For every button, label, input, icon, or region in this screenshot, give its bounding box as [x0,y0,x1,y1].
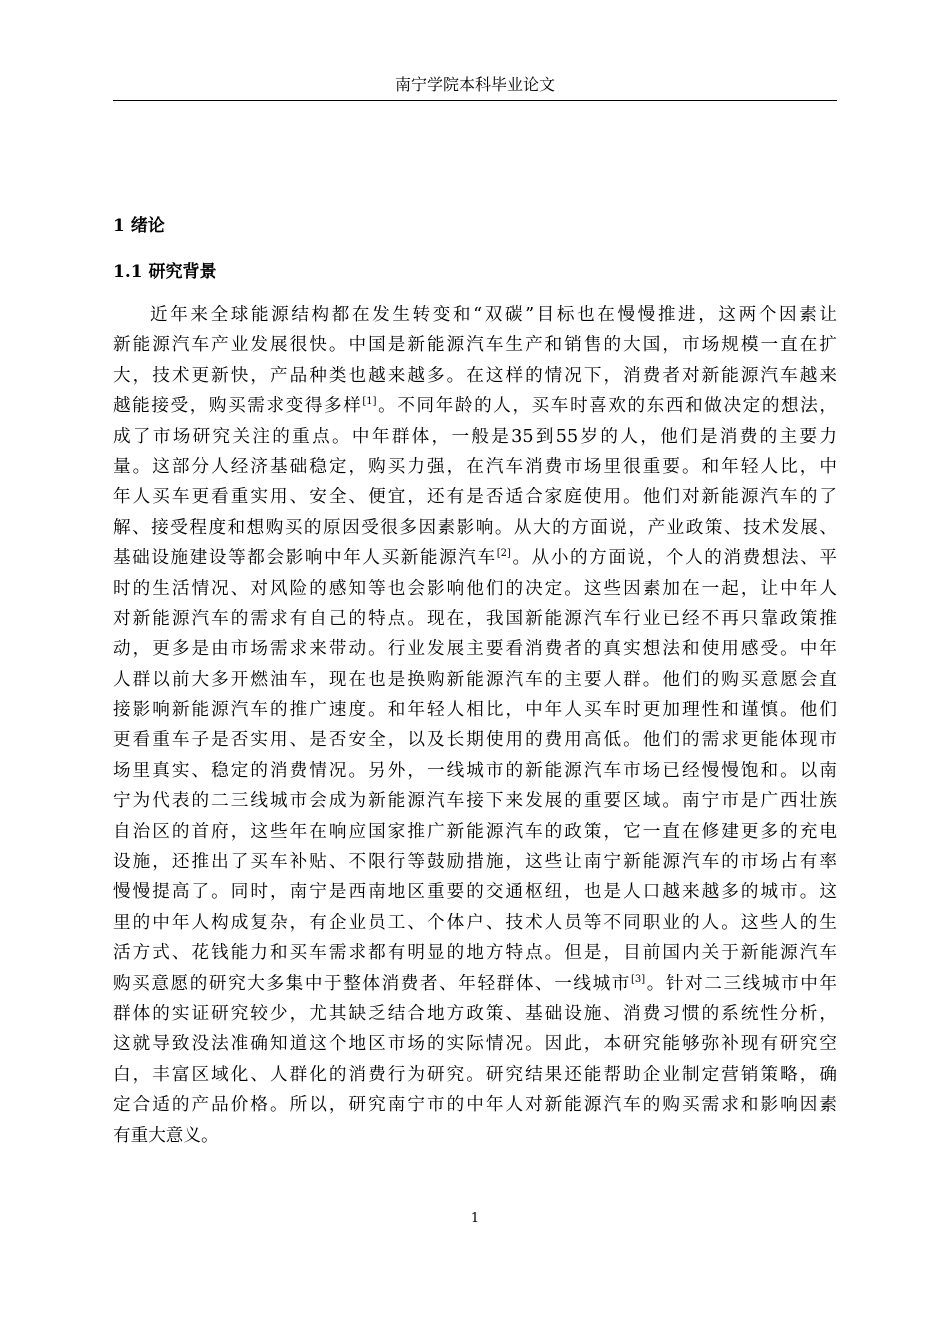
body-line-text: 定合适的产品价格。所以，研究南宁市的中年人对新能源汽车的购买需求和影响因素 [113,1095,837,1116]
body-line-text-continued: 。针对二三线城市中年 [645,973,837,994]
body-line [113,695,837,725]
body-line-text: 设施，还推出了买车补贴、不限行等鼓励措施，这些让南宁新能源汽车的市场占有率 [113,852,837,873]
body-line [113,1090,837,1120]
body-line [113,1121,837,1151]
section-heading: 1.1 研究背景 [113,262,217,282]
body-line [113,604,837,634]
body-line-text: 里的中年人构成复杂，有企业员工、个体户、技术人员等不同职业的人。这些人的生 [113,912,837,933]
chapter-heading: 1 绪论 [113,216,165,236]
body-line [113,361,837,391]
body-line-text-continued: 。不同年龄的人，买车时喜欢的东西和做决定的想法， [376,396,837,417]
body-line [113,908,837,938]
body-line-text: 基础设施建设等都会影响中年人买新能源汽车 [113,548,497,569]
citation-ref: [1] [362,396,377,408]
body-line-text: 活方式、花钱能力和买车需求都有明显的地方特点。但是，目前国内关于新能源汽车 [113,943,837,964]
body-line-text: 成了市场研究关注的重点。中年群体，一般是35到55岁的人，他们是消费的主要力 [113,426,837,447]
body-line [113,877,837,907]
body-line-text: 大，技术更新快，产品种类也越来越多。在这样的情况下，消费者对新能源汽车越来 [113,365,837,386]
body-line-text: 解、接受程度和想购买的原因受很多因素影响。从大的方面说，产业政策、技术发展、 [113,517,837,538]
body-line [113,574,837,604]
body-line [113,969,837,999]
body-paragraph [113,300,837,1151]
body-line-text: 越能接受，购买需求变得多样 [113,396,363,417]
body-line [113,452,837,482]
body-line [113,786,837,816]
body-line-text: 宁为代表的二三线城市会成为新能源汽车接下来发展的重要区域。南宁市是广西壮族 [113,791,837,812]
body-line-text: 新能源汽车产业发展很快。中国是新能源汽车生产和销售的大国，市场规模一直在扩 [113,335,837,356]
body-line [113,330,837,360]
citation-ref: [3] [630,973,646,985]
body-line-text: 时的生活情况、对风险的感知等也会影响他们的决定。这些因素加在一起，让中年人 [113,578,837,599]
body-line-text: 场里真实、稳定的消费情况。另外，一线城市的新能源汽车市场已经慢慢饱和。以南 [113,760,837,781]
page-number: 1 [470,1211,480,1226]
body-line-text: 这就导致没法准确知道这个地区市场的实际情况。因此，本研究能够弥补现有研究空 [113,1034,837,1055]
body-line-text: 有重大意义。 [113,1125,219,1146]
body-line-text: 群体的实证研究较少，尤其缺乏结合地方政策、基础设施、消费习惯的系统性分析， [113,1003,837,1024]
body-line-text: 动，更多是由市场需求来带动。行业发展主要看消费者的真实想法和使用感受。中年 [113,639,837,660]
body-line [113,300,837,330]
body-line-text: 慢慢提高了。同时，南宁是西南地区重要的交通枢纽，也是人口越来越多的城市。这 [113,882,837,903]
body-line [113,1060,837,1090]
citation-ref: [2] [496,548,511,560]
body-line [113,817,837,847]
body-line-text-continued: 。从小的方面说，个人的消费想法、平 [510,548,837,569]
body-line [113,999,837,1029]
body-line-text: 购买意愿的研究大多集中于整体消费者、年轻群体、一线城市 [113,973,631,994]
body-line-text: 自治区的首府，这些年在响应国家推广新能源汽车的政策，它一直在修建更多的充电 [113,821,837,842]
body-line [113,665,837,695]
body-line-text: 白，丰富区域化、人群化的消费行为研究。研究结果还能帮助企业制定营销策略，确 [113,1064,837,1085]
body-line [113,938,837,968]
page-header: 南宁学院本科毕业论文 [113,72,837,101]
body-line-text: 量。这部分人经济基础稳定，购买力强，在汽车消费市场里很重要。和年轻人比，中 [113,456,837,477]
body-line-text: 接影响新能源汽车的推广速度。和年轻人相比，中年人买车时更加理性和谨慎。他们 [113,700,837,721]
body-line [113,634,837,664]
body-line [113,543,837,573]
body-line [113,482,837,512]
body-line-text: 人群以前大多开燃油车，现在也是换购新能源汽车的主要人群。他们的购买意愿会直 [113,669,837,690]
body-line-text: 近年来全球能源结构都在发生转变和“双碳”目标也在慢慢推进，这两个因素让 [150,305,837,325]
body-line [113,847,837,877]
body-line-text: 年人买车更看重实用、安全、便宜，还有是否适合家庭使用。他们对新能源汽车的了 [113,487,837,508]
body-line [113,513,837,543]
body-line [113,756,837,786]
body-line [113,391,837,421]
body-line [113,725,837,755]
body-line-text: 更看重车子是否实用、是否安全，以及长期使用的费用高低。他们的需求更能体现市 [113,730,837,751]
body-line [113,422,837,452]
body-line-text: 对新能源汽车的需求有自己的特点。现在，我国新能源汽车行业已经不再只靠政策推 [113,608,837,629]
body-line [113,1029,837,1059]
